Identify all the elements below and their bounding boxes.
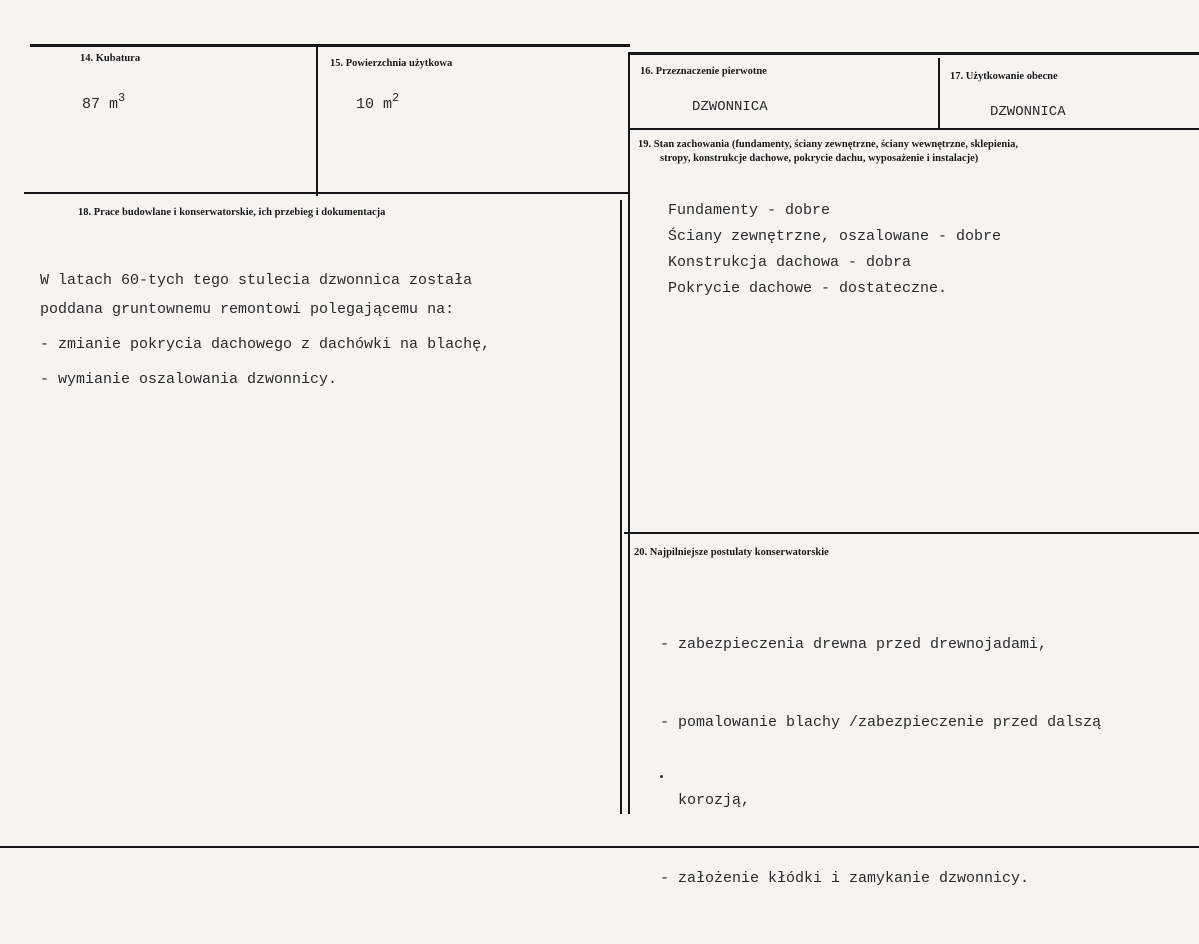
prace-line: poddana gruntownemu remontowi polegającemu na: <box>40 301 455 318</box>
postulaty-line: korozją, <box>660 792 751 809</box>
divider-16-17 <box>938 58 940 130</box>
divider-18-20 <box>620 200 622 814</box>
postulaty-line: - założenie kłódki i zamykanie dzwonnicy. <box>660 870 1030 887</box>
stan-label-line1: 19. Stan zachowania (fundamenty, ściany zewnętrzne, ściany wewnętrzne, sklepienia, <box>638 139 1019 150</box>
kubatura-unit: m <box>109 96 119 113</box>
powierzchnia-label: 15. Powierzchnia użytkowa <box>330 58 453 69</box>
top-rule <box>30 44 630 47</box>
kubatura-label: 14. Kubatura <box>80 53 141 64</box>
stan-line: Ściany zewnętrzne, oszalowane - dobre <box>668 228 1002 245</box>
prace-label: 18. Prace budowlane i konserwatorskie, ich przebieg i dokumentacja <box>78 207 386 218</box>
powierzchnia-unit: m <box>383 96 393 113</box>
prace-text <box>40 266 490 394</box>
uzytkowanie-value: DZWONNICA <box>990 104 1066 120</box>
przeznaczenie-label: 16. Przeznaczenie pierwotne <box>640 66 767 77</box>
powierzchnia-number: 10 <box>356 96 375 113</box>
rule-under-16-17 <box>628 128 1199 130</box>
stan-text <box>668 198 1001 302</box>
kubatura-exponent: 3 <box>118 91 126 105</box>
top-rule-right <box>628 52 1199 55</box>
powierzchnia-exponent: 2 <box>392 91 400 105</box>
prace-line: - wymianie oszalowania dzwonnicy. <box>40 371 338 388</box>
postulaty-text <box>660 580 1101 944</box>
uzytkowanie-label: 17. Użytkowanie obecne <box>950 71 1058 82</box>
ink-dot <box>660 775 663 778</box>
prace-line: - zmianie pokrycia dachowego z dachówki na blachę, <box>40 336 491 353</box>
stan-line: Pokrycie dachowe - dostateczne. <box>668 280 948 297</box>
powierzchnia-value <box>356 92 399 118</box>
rule-under-14-15 <box>24 192 628 194</box>
stan-line: Fundamenty - dobre <box>668 202 831 219</box>
postulaty-line: - zabezpieczenia drewna przed drewnojadami, <box>660 636 1048 653</box>
rule-under-19 <box>624 532 1199 534</box>
divider-15-16 <box>628 52 630 814</box>
kubatura-number: 87 <box>82 96 101 113</box>
stan-label-line2: stropy, konstrukcje dachowe, pokrycie dachu, wyposażenie i instalacje) <box>660 153 979 164</box>
prace-line: W latach 60-tych tego stulecia dzwonnica została <box>40 272 473 289</box>
przeznaczenie-value: DZWONNICA <box>692 99 768 115</box>
postulaty-label: 20. Najpilniejsze postulaty konserwatorskie <box>634 547 829 558</box>
kubatura-value <box>82 92 125 118</box>
stan-line: Konstrukcja dachowa - dobra <box>668 254 912 271</box>
postulaty-line: - pomalowanie blachy /zabezpieczenie przed dalszą <box>660 714 1102 731</box>
divider-14-15 <box>316 46 318 196</box>
